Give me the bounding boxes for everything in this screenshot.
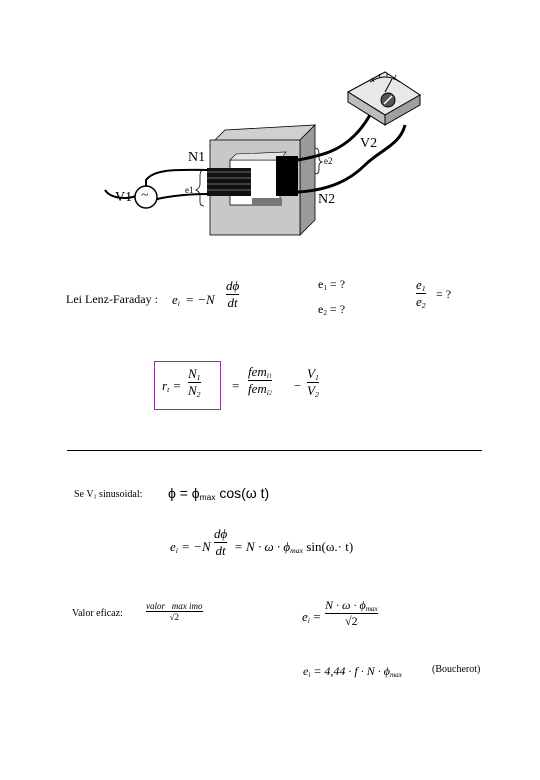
rms-e-lhs-e: e [302,609,308,624]
ratio-fem2-sub: i [266,387,269,397]
ratio-e1 [416,277,426,293]
ratio-fem2-fem: fem [248,381,267,396]
boucherot-label [432,664,480,675]
ratio-e2-e: e [416,294,422,309]
ratio-lhs-sub: t [167,384,170,394]
label-e1 [185,185,194,195]
label-n2 [318,192,335,208]
rms-e-num [325,598,378,613]
ratio-n1-n: N [188,366,197,381]
rms-label [72,608,123,619]
ratio-eq1: = [172,378,182,393]
ratio-n1 [188,366,201,382]
ratio-v2 [307,383,319,399]
transformer-figure [100,70,430,240]
ratio-eq3 [294,378,301,394]
rms-e-sub: i [307,615,310,625]
ratio-e2 [416,294,426,310]
ratio-n2-n: N [188,383,197,398]
q-e1-sub: 1 [323,283,327,292]
phi-sub: max [199,492,216,503]
ratio-eq2 [232,378,239,394]
sinusoidal-label-v: Se V [74,489,94,500]
q-e2-e: e [318,302,324,316]
ratio-fem1-subsub: 1 [268,373,272,380]
primary-coil [207,168,251,196]
derivative-den: dt [215,543,226,558]
ratio-n1-sub: 1 [196,372,201,382]
ratio-e1-e: e [416,277,422,292]
q-e1-e: e [318,277,324,291]
label-n1 [188,150,205,166]
sinusoidal-label [74,489,142,501]
lenz-formula-lhs [172,292,215,308]
ratio-question-text: = ? [436,287,452,301]
phi-equation [168,485,269,502]
derivative-rhs-text: = N · ω · ϕ [234,539,291,554]
ratio-lhs [162,378,181,394]
lenz-faraday-label-text: Lei Lenz-Faraday : [66,292,158,306]
ac-source-symbol-text: ~ [141,188,149,203]
rms-fraction [146,601,203,622]
boucherot-rhs-sub: max [389,670,402,679]
rms-e-eq: = [313,609,321,624]
sinusoidal-label-rest: sinusoidal: [96,489,143,500]
label-v1 [115,190,132,206]
ratio-fem-fraction [248,364,272,397]
label-e1-text: e1 [185,185,194,195]
rms-frac-den: √2 [169,612,179,622]
voltmeter-icon [348,72,420,125]
phi-rest: cos(ω t) [215,485,270,501]
ratio-fem1-sub: i [266,370,269,380]
label-n2-text: N2 [318,192,336,207]
ratio-v1-v: V [307,366,315,381]
boucherot-lhs-e: e [303,664,309,678]
ac-source-symbol [141,188,149,204]
q-e2-rest: = ? [326,302,346,316]
lenz-eq: = −N [185,292,215,307]
rms-e-num-text: N · ω · ϕ [325,598,366,612]
lenz-den: dt [227,295,238,310]
label-v1-text: V1 [115,190,133,205]
ratio-eq2-text: = [232,378,240,393]
ratio-v1 [307,366,319,382]
rms-frac-num: valor max imo [146,601,203,611]
ratio-n2-sub: 2 [196,389,201,399]
ratio-e1-e2 [416,277,426,310]
secondary-coil [276,156,298,196]
label-e2 [324,156,333,166]
ratio-n-fraction [188,366,201,399]
derivative-rhs-sub: max [290,545,304,555]
boucherot-label-text: (Boucherot) [432,664,481,675]
derivative-rhs-tail: sin(ω.· t) [303,539,354,554]
q-e1-rest: = ? [326,277,346,291]
label-v2-text: V2 [360,136,378,151]
q-e2 [318,302,345,317]
ratio-v1-sub: 1 [314,372,319,382]
ratio-e1-sub: 1 [421,283,426,293]
ratio-lhs-r: r [162,378,168,393]
derivative-eq: = −N [181,539,211,554]
lenz-num: dϕ [226,278,240,293]
lenz-fraction [226,278,239,311]
transformer-drawing [100,70,430,240]
rms-e-fraction [325,598,378,629]
ratio-e2-sub: 2 [421,300,426,310]
lenz-lhs-e: e [172,292,178,307]
ratio-v2-v: V [307,383,315,398]
rms-e-num-sub: max [365,604,378,613]
ratio-fem1 [248,364,272,380]
label-e2-text: e2 [324,156,333,166]
derivative-rhs [234,539,353,555]
rms-e-lhs [302,609,321,625]
ratio-v-fraction [307,366,319,399]
derivative-lhs-e: e [170,539,176,554]
ratio-question [436,287,451,302]
q-e2-sub: 2 [323,308,327,317]
boucherot-lhs-sub: i [308,670,311,679]
ratio-v2-sub: 2 [314,389,319,399]
phi-eq-text: ϕ = ϕ [168,485,200,501]
section-divider [67,450,482,451]
rms-label-text: Valor eficaz: [72,608,123,619]
q-e1 [318,277,345,292]
label-v2 [360,136,377,152]
ratio-eq3-text: − [294,378,302,393]
ratio-fem2-subsub: 2 [268,390,272,397]
derivative-num: dϕ [214,526,228,541]
boucherot-rhs: = 4,44 · f · N · ϕ [313,664,390,678]
sinusoidal-label-sub: 1 [93,494,97,501]
derivative-fraction [214,526,227,559]
ratio-fem1-fem: fem [248,364,267,379]
derivative-lhs [170,539,211,555]
lenz-faraday-label [66,292,158,307]
boucherot-formula [303,664,402,679]
lenz-lhs-sub: i [177,298,180,308]
ratio-n2 [188,383,201,399]
ratio-fem2 [248,381,272,397]
label-n1-text: N1 [188,150,206,165]
rms-e-den: √2 [345,614,358,628]
derivative-lhs-sub: i [175,545,178,555]
